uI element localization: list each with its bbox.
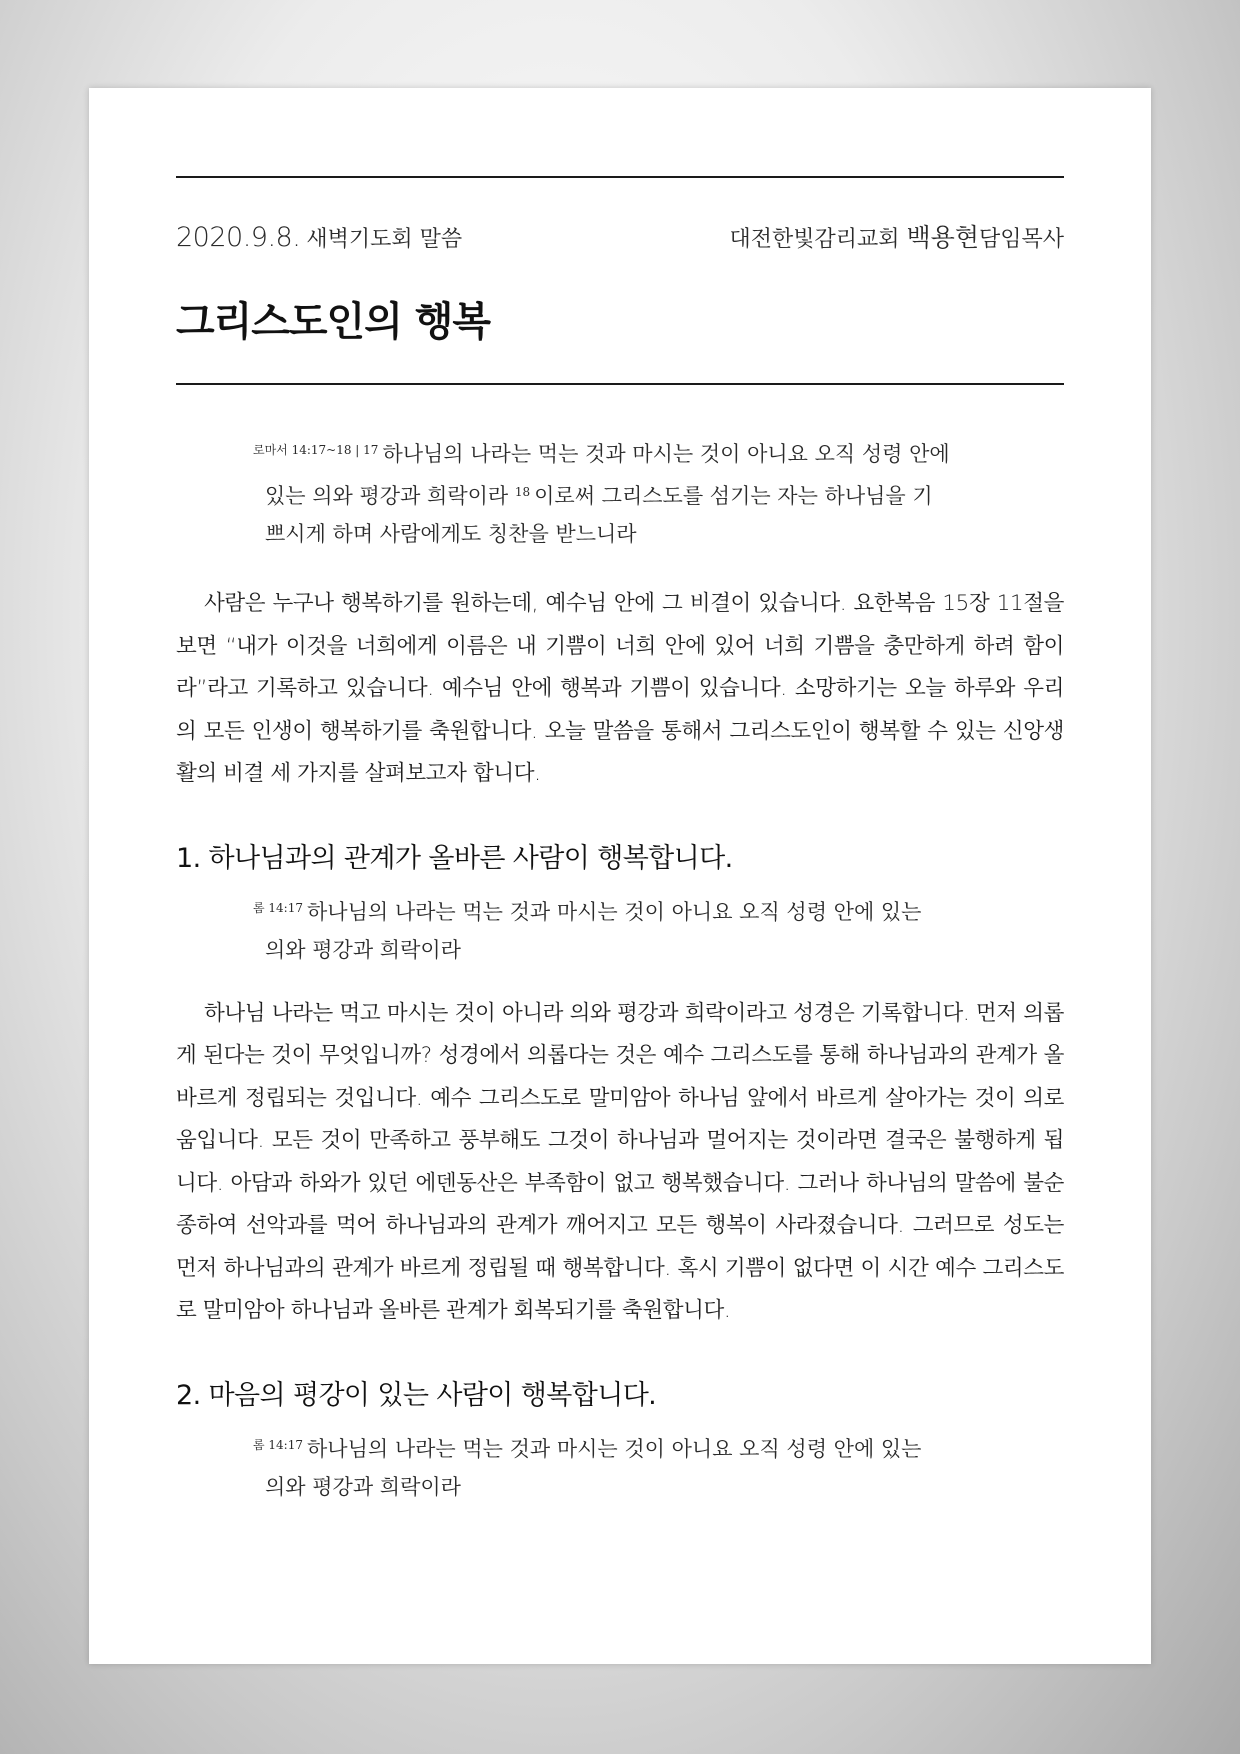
header-right [730, 218, 1065, 254]
section-1-paragraph: 하나님 나라는 먹고 마시는 것이 아니라 의와 평강과 희락이라고 성경은 기록합니다. 먼저 의롭게 된다는 것이 무엇입니까? 성경에서 의롭다는 것은 예수 그리스도를 통해 하나님과의 관계가 올바르게 정립되는 것입니다. 예수 그리스도로 말미암아 하나님 앞에서 바르게 살아가는 것이 의로움입니다. 모든 것이 만족하고 풍부해도 그것이 하나님과 멀어지는 것이라면 결국은 불행하게 됩니다. 아담과 하와가 있던 에덴동산은 부족함이 없고 행복했습니다. 그러나 하나님의 말씀에 불순종하여 선악과를 먹어 하나님과의 관계가 깨어지고 모든 행복이 사라졌습니다. 그러므로 성도는 먼저 하나님과의 관계가 바르게 정립될 때 행복합니다. 혹시 기쁨이 없다면 이 시간 예수 그리스도로 말미암아 하나님과 올바른 관계가 회복되기를 축원합니다. [176, 1000, 1064, 1323]
section-2-scripture-ref: 롬 14:17 [253, 1437, 303, 1452]
main-scripture-line3: 쁘시게 하며 사람에게도 칭찬을 받느니라 [265, 522, 637, 546]
section-2-scripture-line1: 하나님의 나라는 먹는 것과 마시는 것이 아니요 오직 성령 안에 있는 [307, 1436, 922, 1461]
section-1-heading: 1. 하나님과의 관계가 올바른 사람이 행복합니다. [176, 842, 733, 874]
sermon-event: 새벽기도회 말씀 [306, 227, 463, 252]
section-2-scripture-line2: 의와 평강과 희락이라 [265, 1474, 461, 1499]
title-rule [176, 383, 1064, 385]
header-left [176, 222, 462, 253]
pastor-title: 담임목사 [978, 227, 1064, 252]
section-2-heading: 2. 마음의 평강이 있는 사람이 행복합니다. [176, 1379, 657, 1411]
main-scripture [253, 431, 993, 553]
document-header [176, 218, 1064, 254]
pastor-name: 백용현 [906, 223, 979, 252]
main-scripture-line2 [253, 473, 993, 515]
section-1-scripture [253, 889, 993, 969]
main-scripture-line1: 하나님의 나라는 먹는 것과 마시는 것이 아니요 오직 성령 안에 [382, 442, 950, 466]
verse-number-18: 18 [514, 485, 531, 499]
document-content [176, 88, 1064, 1506]
main-scripture-line2a: 있는 의와 평강과 희락이라 [265, 484, 509, 508]
section-1-scripture-line2: 의와 평강과 희락이라 [265, 937, 461, 962]
main-scripture-line2b: 이로써 그리스도를 섬기는 자는 하나님을 기 [534, 484, 933, 508]
document-page [89, 88, 1151, 1664]
section-1-scripture-ref: 롬 14:17 [253, 900, 303, 915]
page-title: 그리스도인의 행복 [176, 299, 491, 345]
intro-paragraph: 사람은 누구나 행복하기를 원하는데, 예수님 안에 그 비결이 있습니다. 요한복음 15장 11절을 보면 “내가 이것을 너희에게 이름은 내 기쁨이 너희 안에 있어 너희 기쁨을 충만하게 하려 함이라”라고 기록하고 있습니다. 예수님 안에 행복과 기쁨이 있습니다. 소망하기는 오늘 하루와 우리의 모든 인생이 행복하기를 축원합니다. 오늘 말씀을 통해서 그리스도인이 행복할 수 있는 신앙생활의 비결 세 가지를 살펴보고자 합니다. [176, 591, 1064, 786]
section-1-scripture-line1: 하나님의 나라는 먹는 것과 마시는 것이 아니요 오직 성령 안에 있는 [307, 899, 922, 924]
top-rule [176, 176, 1064, 178]
section-2-scripture [253, 1426, 993, 1506]
sermon-date: 2020.9.8. [176, 222, 301, 253]
church-name: 대전한빛감리교회 [729, 227, 900, 252]
main-scripture-ref: 로마서 14:17~18 | 17 [253, 443, 379, 457]
